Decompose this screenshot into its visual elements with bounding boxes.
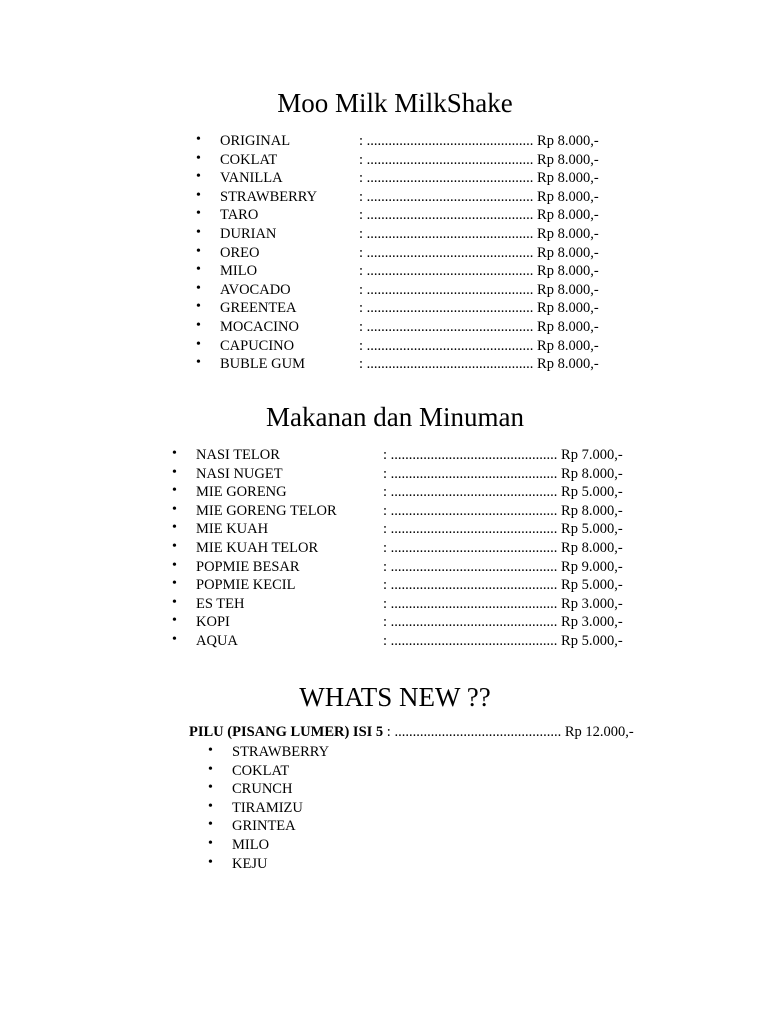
item-price: : .............................................. Rp 9.000,- [383, 558, 623, 575]
item-name: NASI TELOR [196, 447, 280, 463]
bullet-icon: • [172, 576, 177, 592]
whats-new-title: WHATS NEW ?? [299, 682, 491, 712]
item-price: : .............................................. Rp 8.000,- [383, 539, 623, 556]
item-name: VANILLA [220, 170, 283, 187]
item-name: COKLAT [232, 762, 290, 779]
bullet-icon: • [208, 798, 213, 814]
bullet-icon: • [172, 483, 177, 499]
item-name: GREENTEA [220, 300, 297, 317]
item-price: : .............................................. Rp 8.000,- [383, 502, 623, 519]
item-price: : .............................................. Rp 8.000,- [359, 225, 599, 242]
item-price: : .............................................. Rp 8.000,- [359, 170, 599, 187]
special-price: : .............................................. Rp 12.000,- [383, 724, 634, 740]
item-price: : .............................................. Rp 5.000,- [383, 632, 623, 649]
item-name: GRINTEA [232, 818, 296, 835]
bullet-icon: • [172, 538, 177, 554]
item-name: OREO [220, 244, 260, 261]
item-name: MIE KUAH [196, 521, 269, 538]
item-name: MILO [220, 263, 258, 280]
bullet-icon: • [208, 835, 213, 851]
item-price: : .............................................. Rp 7.000,- [383, 447, 623, 463]
bullet-icon: • [196, 224, 201, 240]
item-price: : .............................................. Rp 8.000,- [359, 188, 599, 205]
bullet-icon: • [196, 206, 201, 222]
item-name: ORIGINAL [220, 133, 291, 149]
bullet-icon: • [196, 132, 201, 147]
item-price: : .............................................. Rp 8.000,- [359, 244, 599, 261]
item-price: : .............................................. Rp 3.000,- [383, 595, 623, 612]
item-name: CRUNCH [232, 781, 293, 798]
bullet-icon: • [196, 355, 201, 371]
item-name: AVOCADO [220, 281, 291, 298]
bullet-icon: • [172, 520, 177, 536]
bullet-icon: • [196, 187, 201, 203]
bullet-icon: • [208, 743, 213, 758]
bullet-icon: • [208, 817, 213, 833]
special-item [189, 724, 634, 741]
item-price: : .............................................. Rp 8.000,- [359, 263, 599, 280]
bullet-icon: • [196, 299, 201, 315]
item-name: NASI NUGET [196, 465, 283, 482]
bullet-icon: • [172, 557, 177, 573]
bullet-icon: • [196, 243, 201, 259]
bullet-icon: • [172, 594, 177, 610]
item-price: : .............................................. Rp 3.000,- [383, 614, 623, 631]
item-name: AQUA [196, 632, 238, 649]
item-name: COKLAT [220, 151, 278, 168]
item-price: : .............................................. Rp 8.000,- [359, 300, 599, 317]
item-name: STRAWBERRY [220, 188, 318, 205]
bullet-icon: • [172, 613, 177, 629]
bullet-icon: • [196, 317, 201, 333]
item-name: DURIAN [220, 225, 277, 242]
item-name: TIRAMIZU [232, 799, 303, 816]
bullet-icon: • [208, 761, 213, 777]
item-name: ES TEH [196, 595, 245, 612]
item-name: MIE KUAH TELOR [196, 539, 319, 556]
item-price: : .............................................. Rp 8.000,- [359, 337, 599, 354]
milkshake-title: Moo Milk MilkShake [277, 88, 513, 118]
bullet-icon: • [196, 280, 201, 296]
item-price: : .............................................. Rp 8.000,- [359, 318, 599, 335]
item-name: MOCACINO [220, 318, 299, 335]
item-name: BUBLE GUM [220, 356, 305, 373]
bullet-icon: • [196, 169, 201, 185]
item-price: : .............................................. Rp 5.000,- [383, 484, 623, 501]
item-name: KOPI [196, 614, 230, 631]
item-price: : .............................................. Rp 5.000,- [383, 521, 623, 538]
bullet-icon: • [208, 854, 213, 870]
item-price: : .............................................. Rp 8.000,- [359, 356, 599, 373]
item-name: MIE GORENG [196, 484, 287, 501]
item-name: STRAWBERRY [232, 744, 330, 760]
item-name: KEJU [232, 855, 268, 872]
bullet-icon: • [172, 631, 177, 647]
bullet-icon: • [172, 464, 177, 480]
item-name: POPMIE KECIL [196, 577, 296, 594]
bullet-icon: • [172, 501, 177, 517]
item-name: MILO [232, 836, 270, 853]
item-price: : .............................................. Rp 8.000,- [359, 133, 599, 149]
bullet-icon: • [172, 446, 177, 461]
item-price: : .............................................. Rp 8.000,- [359, 281, 599, 298]
special-name: PILU (PISANG LUMER) ISI 5 [189, 724, 384, 740]
bullet-icon: • [208, 780, 213, 796]
item-price: : .............................................. Rp 8.000,- [383, 465, 623, 482]
item-price: : .............................................. Rp 8.000,- [359, 207, 599, 224]
food-title: Makanan dan Minuman [266, 402, 524, 432]
item-price: : .............................................. Rp 8.000,- [359, 151, 599, 168]
bullet-icon: • [196, 262, 201, 278]
item-name: CAPUCINO [220, 337, 295, 354]
item-name: MIE GORENG TELOR [196, 502, 337, 519]
item-price: : .............................................. Rp 5.000,- [383, 577, 623, 594]
bullet-icon: • [196, 336, 201, 352]
bullet-icon: • [196, 150, 201, 166]
item-name: POPMIE BESAR [196, 558, 300, 575]
item-name: TARO [220, 207, 259, 224]
